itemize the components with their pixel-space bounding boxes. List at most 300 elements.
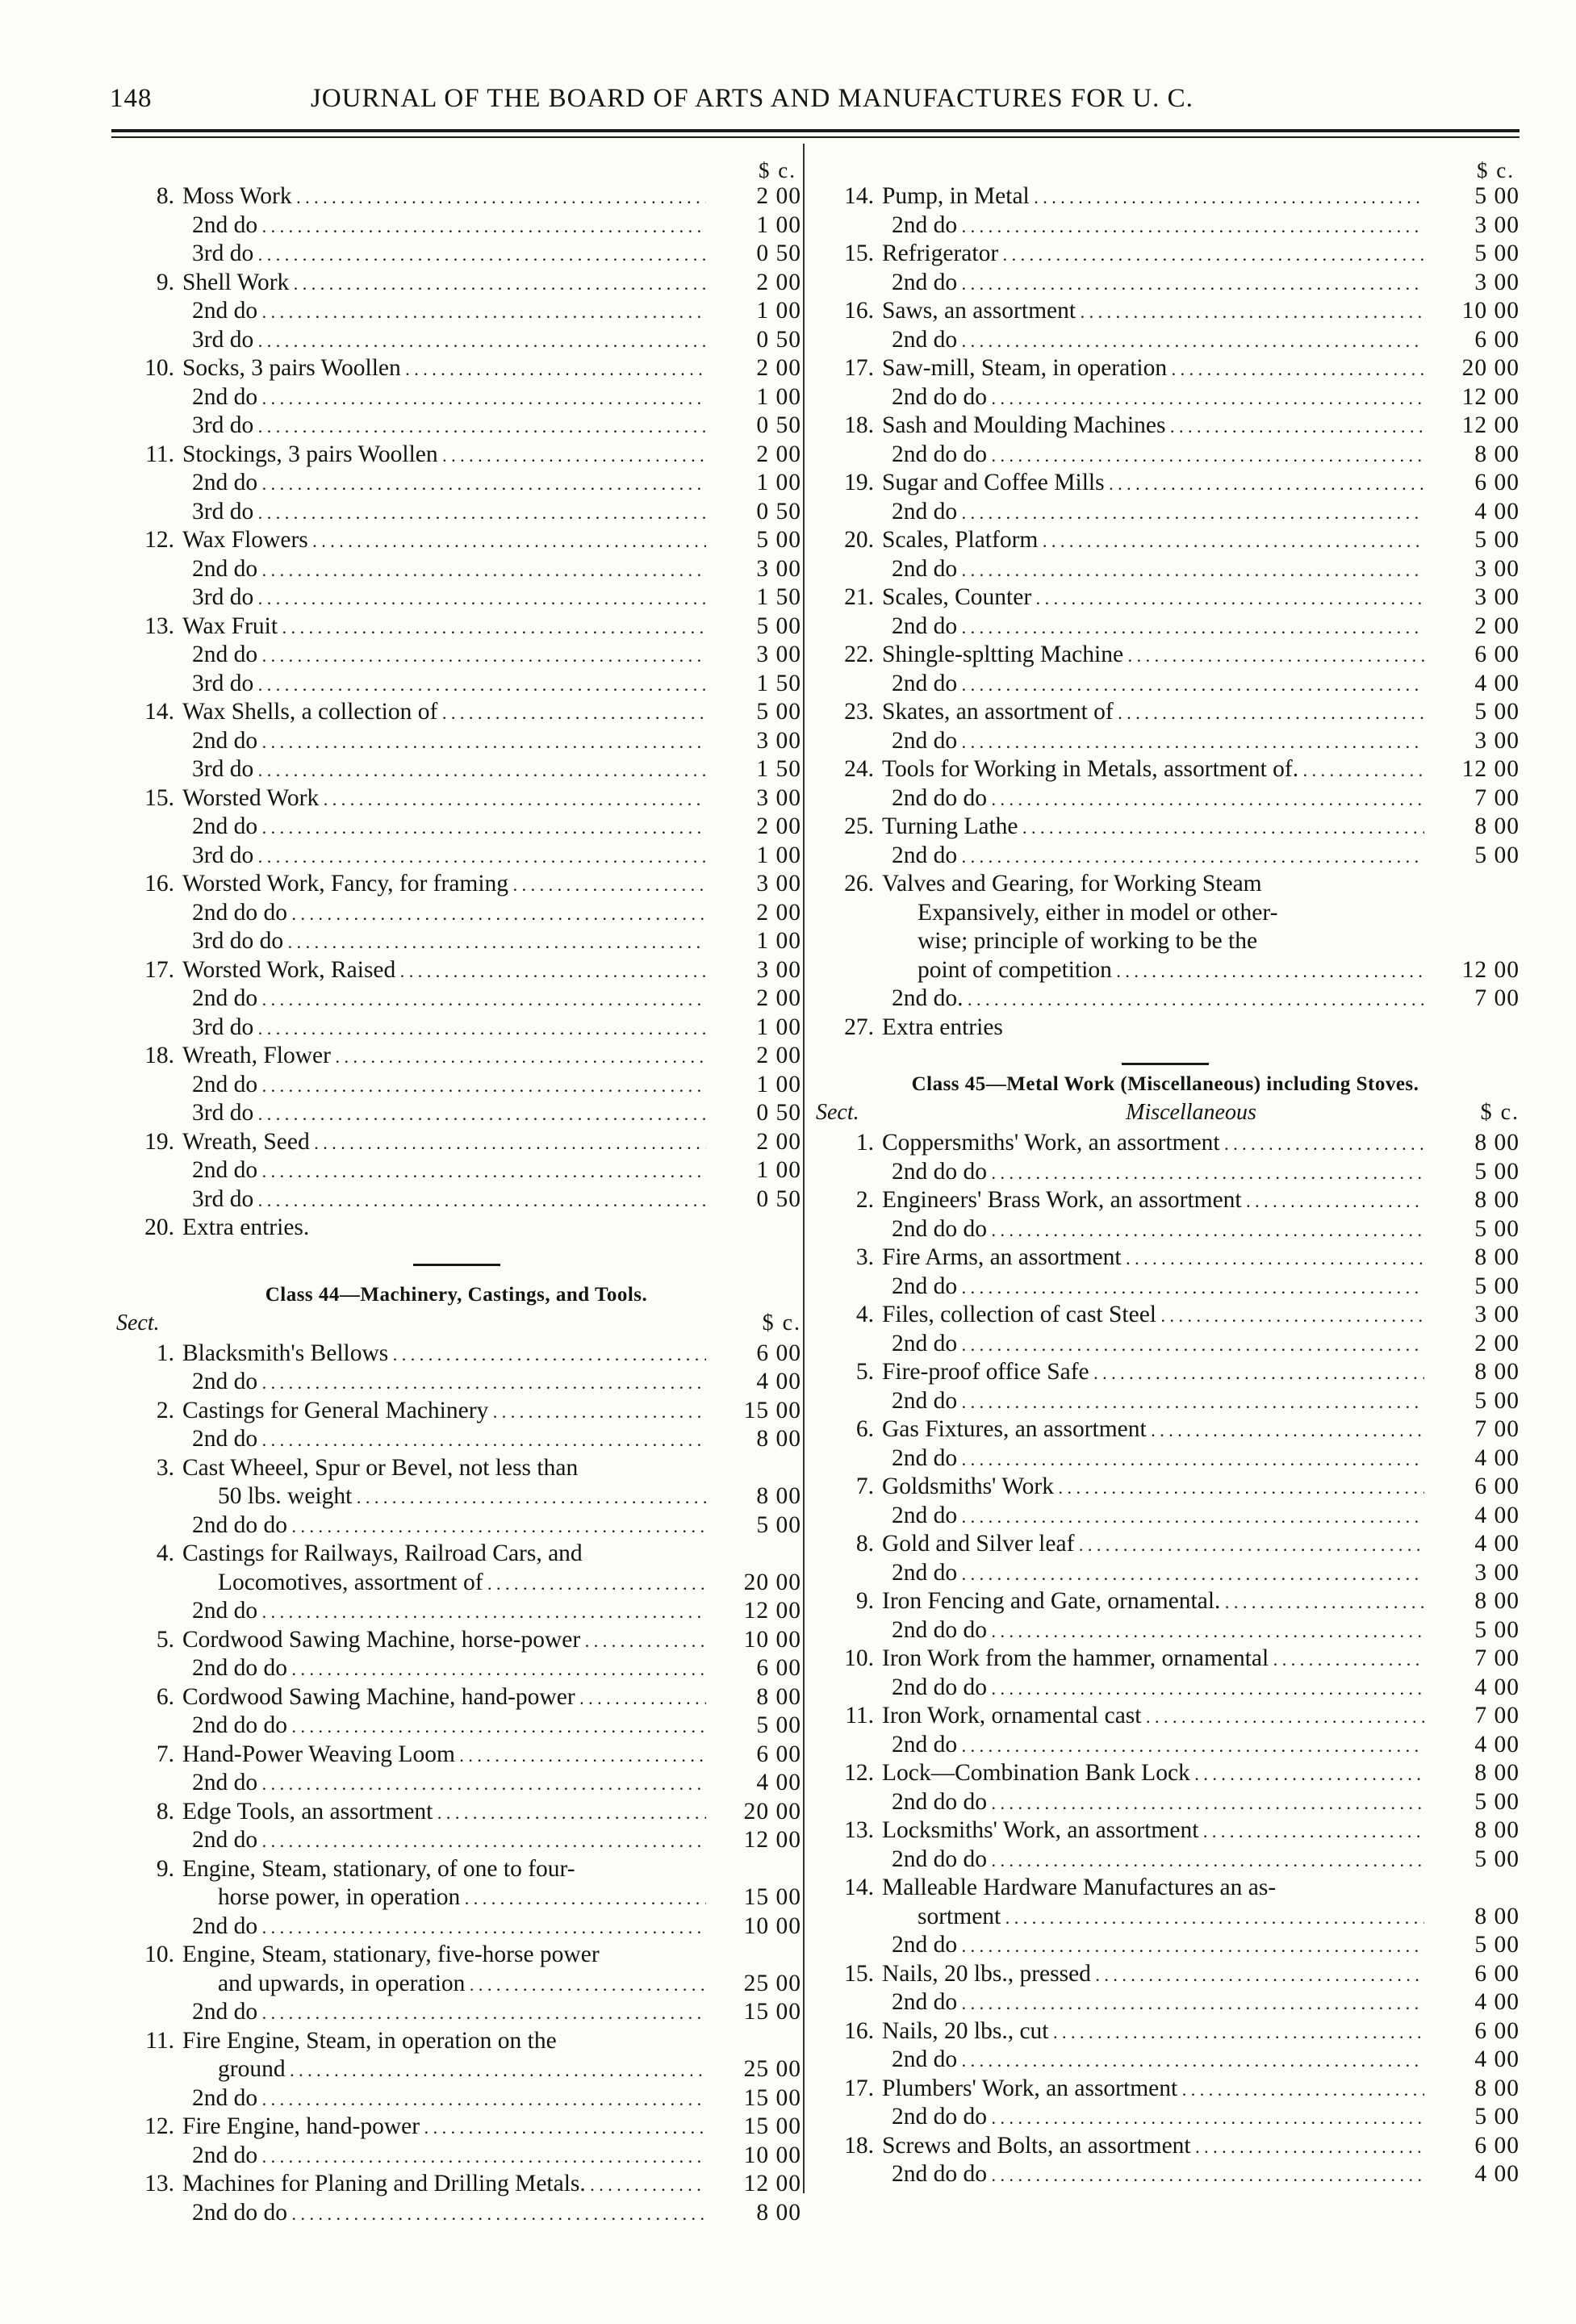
prize-amount: 6 00 [756,1340,801,1366]
list-item [811,813,1520,842]
list-item [111,2084,801,2113]
section-number: 4. [855,1302,874,1327]
running-title: JOURNAL OF THE BOARD OF ARTS AND MANUFACTURES FOR U. C. [311,84,1193,113]
entry-name: Sash and Moulding Machines . . . [882,412,1424,441]
entry-name: 2nd do . . . [182,383,706,413]
list-item [811,1587,1520,1616]
list-item [811,1874,1520,1903]
prize-amount: 5 00 [1474,1845,1520,1872]
list-item [811,698,1520,727]
entry-name: Valves and Gearing, for Working Steam [882,871,1262,897]
list-item [111,984,801,1014]
entry-name: 2nd do do . . . [882,1845,1424,1875]
section-number: 14. [844,183,874,209]
entry-name: Wreath, Flower . . . [182,1042,706,1072]
list-item [111,1855,801,1884]
entry-name: Malleable Hardware Manufactures an as- [882,1875,1277,1900]
prize-amount: 3 00 [756,727,801,754]
prize-amount: 20 00 [743,1569,801,1595]
entry-name: 2nd do . . . [882,326,1424,356]
prize-amount: 0 50 [756,240,801,266]
entry-name: 3rd do . . . [182,240,706,270]
entry-name: Goldsmiths' Work . . . [882,1473,1424,1503]
list-item [811,240,1520,269]
prize-amount: 1 00 [756,383,801,410]
section-number: 11. [145,441,174,467]
list-item [111,1654,801,1683]
entry-name: 3rd do . . . [182,583,706,613]
list-item [111,583,801,612]
page-number: 148 [110,84,153,113]
entry-name: 2nd do . . . [182,2084,706,2114]
entry-name: 2nd do . . . [182,1826,706,1856]
list-item [111,641,801,670]
section-number: 5. [156,1626,174,1653]
list-item [811,956,1520,985]
list-item [111,1482,801,1511]
section-number: 11. [145,2027,174,2054]
currency-header: $ c. [762,1310,801,1335]
prize-amount: 2 00 [1474,1330,1520,1356]
prize-amount: 15 00 [743,1397,801,1423]
list-item [811,755,1520,784]
section-number: 12. [144,527,174,553]
entry-name: 2nd do do . . . [882,1616,1424,1646]
entry-name: Cordwood Sawing Machine, hand-power . . . [182,1683,706,1713]
entry-name: 2nd do . . . [882,842,1424,872]
list-item [811,555,1520,584]
section-number: 14. [144,699,174,725]
list-item [811,269,1520,298]
list-item [111,354,801,383]
prize-amount: 1 50 [756,756,801,782]
list-item [811,899,1520,928]
prize-amount: 0 50 [756,1100,801,1126]
section-number: 15. [844,1960,874,1987]
entry-name: Plumbers' Work, an assortment . . . [882,2075,1424,2105]
list-item [111,526,801,555]
list-item [111,555,801,584]
entry-name: Turning Lathe . . . [882,813,1424,842]
list-item [111,1683,801,1712]
section-number: 16. [844,2017,874,2044]
entry-name: Fire Arms, an assortment . . . [882,1244,1424,1273]
list-item [811,1702,1520,1731]
list-item [811,1903,1520,1932]
entry-name: 2nd do do . . . [882,1215,1424,1245]
list-item [811,1674,1520,1703]
prize-amount: 5 00 [1474,1215,1520,1242]
prize-amount: 3 00 [756,555,801,582]
list-item [811,1244,1520,1273]
prize-amount: 8 00 [1474,1244,1520,1270]
prize-amount: 2 00 [756,269,801,295]
sect-spacer [253,1307,711,1340]
entry-name: Refrigerator . . . [882,240,1424,270]
section-number: 8. [156,183,174,209]
prize-amount: 12 00 [1461,756,1520,782]
prize-amount: 8 00 [1474,2075,1520,2101]
list-item [811,1731,1520,1760]
prize-amount: 5 00 [1474,1158,1520,1185]
section-number: 2. [156,1397,174,1423]
entry-name: 2nd do do . . . [182,1712,706,1741]
section-number: 8. [855,1531,874,1557]
prize-amount: 0 50 [756,412,801,438]
entry-name: 2nd do . . . [882,1273,1424,1302]
entry-name: 2nd do do . . . [882,383,1424,413]
section-number: 17. [144,956,174,983]
class45-sect-row [811,1097,1520,1129]
list-item [111,727,801,756]
list-item [111,2142,801,2171]
entry-name: Worsted Work, Fancy, for framing . . . [182,870,706,900]
list-item [111,1712,801,1741]
list-item [811,1415,1520,1444]
section-number: 8. [156,1798,174,1825]
prize-amount: 7 00 [1474,1703,1520,1728]
list-item [111,1883,801,1912]
prize-amount: 6 00 [1474,2017,1520,2044]
sect-label: Sect. [116,1310,160,1335]
prize-amount: 5 00 [1474,1788,1520,1815]
entry-name: 2nd do. . . . [882,984,1424,1014]
entry-name: Worsted Work, Raised . . . [182,956,706,986]
list-item [111,1128,801,1157]
prize-amount: 12 00 [1461,412,1520,438]
prize-amount: 8 00 [1474,441,1520,467]
entry-name: 2nd do . . . [182,813,706,842]
prize-amount: 6 00 [756,1655,801,1681]
prize-amount: 3 00 [1474,584,1520,610]
entry-name: Files, collection of cast Steel . . . [882,1301,1424,1331]
entry-name: 3rd do . . . [182,326,706,356]
entry-name: 2nd do . . . [882,727,1424,757]
prize-amount: 6 00 [1474,470,1520,495]
section-number: 27. [844,1014,874,1040]
entry-name: 2nd do . . . [182,641,706,671]
entry-name: 3rd do . . . [182,498,706,528]
prize-amount: 4 00 [756,1770,801,1795]
entry-name: 2nd do . . . [182,211,706,241]
prize-amount: 1 00 [756,211,801,238]
list-item [111,469,801,498]
entry-name: Engine, Steam, stationary, five-horse power [182,1942,600,1967]
entry-name: 3rd do . . . [182,412,706,441]
prize-amount: 5 00 [1474,183,1520,209]
prize-amount: 2 00 [756,985,801,1011]
list-item [111,813,801,842]
entry-name: Machines for Planing and Drilling Metals. . . . [182,2170,706,2200]
section-number: 24. [844,756,874,782]
prize-amount: 8 00 [1474,1588,1520,1614]
entry-name: Coppersmiths' Work, an assortment . . . [882,1129,1424,1159]
entry-name: 2nd do do . . . [882,2160,1424,2190]
list-item [111,326,801,355]
entry-name: 2nd do . . . [182,1597,706,1627]
entry-name: 2nd do do . . . [882,441,1424,470]
list-item [811,1988,1520,2017]
section-number: 3. [156,1454,174,1481]
list-item [811,2017,1520,2046]
prize-amount: 5 00 [756,1712,801,1738]
entry-name: Gold and Silver leaf . . . [882,1530,1424,1560]
prize-amount: 8 00 [1474,1903,1520,1929]
prize-amount: 5 00 [1474,699,1520,725]
list-item [111,1156,801,1185]
entry-name: Saw-mill, Steam, in operation . . . [882,354,1424,384]
entry-name: 3rd do . . . [182,842,706,872]
prize-amount: 15 00 [743,1884,801,1910]
list-item [811,526,1520,555]
list-item [811,1788,1520,1817]
list-item [811,441,1520,470]
list-item [811,670,1520,699]
miscellaneous-label: Miscellaneous [1126,1100,1256,1125]
list-item [111,870,801,899]
entry-name: Expansively, either in model or other- [918,899,1278,926]
list-item [811,2075,1520,2104]
section-number: 10. [144,1942,174,1967]
section-number: 13. [144,2171,174,2197]
prize-amount: 10 00 [743,1912,801,1939]
list-item [111,1185,801,1214]
entry-name: Wax Flowers . . . [182,526,706,556]
section-number: 20. [144,1214,174,1240]
list-item [111,1970,801,1999]
left-column [111,158,801,2227]
entry-name: Castings for General Machinery . . . [182,1397,706,1427]
list-item [111,441,801,470]
entry-name: 2nd do . . . [182,727,706,757]
prize-amount: 7 00 [1474,985,1520,1011]
entry-name: 3rd do . . . [182,1014,706,1043]
section-number: 16. [844,298,874,324]
entry-name: Sugar and Coffee Mills . . . [882,469,1424,499]
section-number: 2. [855,1187,874,1213]
entry-name: Hand-Power Weaving Loom . . . [182,1741,706,1770]
prize-amount: 0 50 [756,498,801,525]
prize-amount: 8 00 [1474,813,1520,839]
prize-amount: 5 00 [1474,1387,1520,1414]
section-number: 20. [844,527,874,553]
prize-amount: 6 00 [1474,1473,1520,1499]
entry-name: Iron Work, ornamental cast . . . [882,1702,1424,1732]
prize-amount: 3 00 [1474,727,1520,754]
prize-amount: 3 00 [756,642,801,667]
list-item [111,1014,801,1043]
prize-amount: 6 00 [1474,326,1520,353]
entry-name: Cordwood Sawing Machine, horse-power . . . [182,1626,706,1656]
list-item [111,1454,801,1483]
prize-amount: 5 00 [1474,842,1520,868]
prize-amount: 2 00 [756,1043,801,1068]
prize-amount: 8 00 [756,1683,801,1710]
entry-name: 3rd do . . . [182,670,706,700]
list-item [111,1769,801,1798]
list-item [111,1214,801,1243]
entry-name: Saws, an assortment . . . [882,297,1424,327]
prize-amount: 5 00 [756,612,801,639]
list-item [111,670,801,699]
prize-amount: 7 00 [1474,1416,1520,1442]
prize-amount: 25 00 [743,2056,801,2082]
prize-amount: 3 00 [1474,1302,1520,1327]
prize-amount: 0 50 [756,326,801,353]
entry-name: and upwards, in operation . . . [182,1970,706,2000]
prize-amount: 4 00 [1474,1444,1520,1471]
list-item [111,1099,801,1128]
prize-amount: 3 00 [756,871,801,897]
entry-name: Gas Fixtures, an assortment . . . [882,1415,1424,1445]
entry-name: Iron Work from the hammer, ornamental . . . [882,1645,1424,1674]
entry-name: 2nd do . . . [182,297,706,327]
entry-name: Scales, Counter . . . [882,583,1424,613]
entry-name: 2nd do . . . [882,1502,1424,1532]
entry-name: Socks, 3 pairs Woollen . . . [182,354,706,384]
entry-name: Edge Tools, an assortment . . . [182,1798,706,1828]
entry-name: 2nd do do . . . [882,2103,1424,2133]
section-number: 19. [844,470,874,495]
list-item [111,1597,801,1626]
prize-amount: 1 00 [756,1071,801,1097]
prize-amount: 12 00 [743,1598,801,1624]
list-item [111,1826,801,1855]
section-number: 10. [844,1645,874,1671]
entry-name: Shingle-spltting Machine . . . [882,641,1424,671]
entry-name: 2nd do . . . [182,1769,706,1799]
list-item [811,1014,1520,1043]
list-item [111,211,801,240]
class44-entry-list [111,1340,801,2228]
prize-amount: 4 00 [1474,1502,1520,1528]
list-item [111,269,801,298]
list-item [811,1387,1520,1416]
section-number: 15. [144,784,174,811]
list-item [811,784,1520,813]
prize-amount: 20 00 [743,1798,801,1825]
list-item [811,1645,1520,1674]
list-item [811,2103,1520,2132]
prize-amount: 15 00 [743,2084,801,2111]
section-number: 14. [844,1875,874,1900]
entry-name: Castings for Railways, Railroad Cars, and [182,1540,583,1566]
currency-header: $ c. [1477,158,1515,182]
prize-amount: 4 00 [1474,1989,1520,2015]
prize-amount: 4 00 [1474,498,1520,525]
entry-name: 3rd do . . . [182,1099,706,1129]
list-item [111,1798,801,1827]
entry-name: Wreath, Seed . . . [182,1128,706,1158]
prize-amount: 8 00 [1474,1130,1520,1156]
prize-amount: 1 00 [756,298,801,324]
prize-amount: 1 00 [756,928,801,954]
list-item [811,1129,1520,1158]
prize-amount: 5 00 [1474,1273,1520,1299]
prize-amount: 15 00 [743,2113,801,2139]
list-item [111,927,801,956]
prize-amount: 25 00 [743,1970,801,1996]
prize-amount: 1 00 [756,1014,801,1040]
prize-amount: 8 00 [1474,1817,1520,1843]
list-item [811,727,1520,756]
list-item [111,240,801,269]
prize-amount: 20 00 [1461,355,1520,381]
entry-name: 2nd do do . . . [182,1654,706,1684]
entry-name: 2nd do do . . . [882,1674,1424,1703]
list-item [811,1158,1520,1187]
prize-amount: 5 00 [1474,240,1520,266]
section-number: 18. [144,1043,174,1068]
entry-name: horse power, in operation . . . [182,1883,706,1913]
list-item [111,297,801,326]
entry-name: 2nd do . . . [882,555,1424,585]
entry-name: 2nd do . . . [882,269,1424,299]
prize-amount: 5 00 [1474,1616,1520,1643]
entry-name: Fire Engine, hand-power . . . [182,2113,706,2142]
entry-name: 2nd do . . . [882,211,1424,241]
list-item [811,1358,1520,1387]
list-item [111,2027,801,2056]
list-item [811,1301,1520,1330]
currency-header: $ c. [1480,1100,1520,1125]
entry-name: 3rd do do . . . [182,927,706,957]
section-number: 26. [844,871,874,897]
section-number: 16. [144,871,174,897]
section-number: 3. [855,1244,874,1270]
prize-amount: 4 00 [1474,1531,1520,1557]
prize-amount: 4 00 [1474,1731,1520,1758]
list-item [811,412,1520,441]
entry-name: Stockings, 3 pairs Woollen . . . [182,441,706,470]
section-number: 4. [156,1540,174,1566]
entry-name: 2nd do . . . [882,498,1424,528]
list-item [111,755,801,784]
prize-amount: 4 00 [1474,670,1520,696]
entry-name: Engineers' Brass Work, an assortment . . . [882,1186,1424,1216]
list-item [111,842,801,871]
prize-amount: 5 00 [756,699,801,725]
list-item [111,1540,801,1569]
prize-amount: 3 00 [1474,269,1520,295]
prize-amount: 3 00 [756,956,801,983]
entry-name: 2nd do . . . [882,1731,1424,1761]
entry-name: 2nd do . . . [182,984,706,1014]
prize-amount: 8 00 [756,2199,801,2226]
prize-amount: 4 00 [756,1369,801,1394]
list-item [111,182,801,211]
list-item [111,1569,801,1598]
entry-name: 2nd do . . . [182,1912,706,1942]
header-rule-thick [111,129,1520,132]
currency-header: $ c. [759,158,796,182]
prize-amount: 2 00 [1474,612,1520,639]
list-item [111,2113,801,2142]
entry-name: 2nd do . . . [882,1559,1424,1589]
section-number: 6. [156,1683,174,1710]
entry-name: 2nd do . . . [882,612,1424,642]
prize-amount: 1 00 [756,1157,801,1183]
prize-amount: 1 00 [756,470,801,495]
entry-name: Wax Fruit . . . [182,612,706,642]
list-item [811,1530,1520,1559]
list-item [111,1626,801,1655]
entry-name: Tools for Working in Metals, assortment of. . . . [882,755,1424,785]
section-number: 9. [156,1855,174,1882]
entry-name: Skates, an assortment of . . . [882,698,1424,728]
prize-amount: 1 50 [756,670,801,696]
entry-name: wise; principle of working to be the [918,928,1258,954]
